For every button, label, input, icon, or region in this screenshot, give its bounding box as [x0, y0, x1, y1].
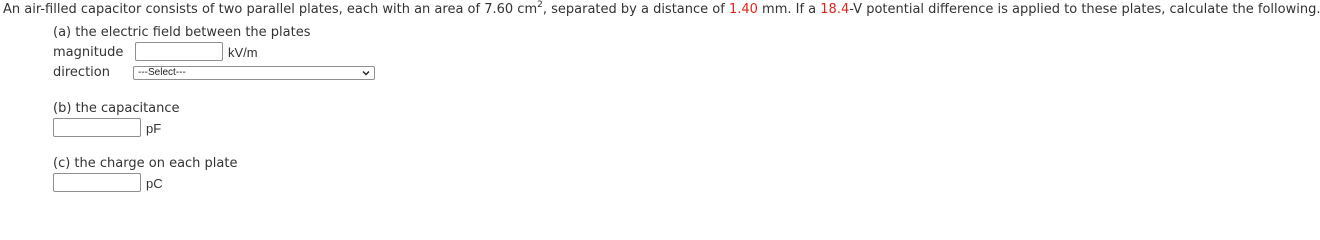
problem-text-1: An air-filled capacitor consists of two parallel plates, each with an area of 7.60 cm: [3, 2, 538, 17]
area-exponent: 2: [537, 0, 543, 10]
magnitude-input[interactable]: [135, 42, 223, 61]
problem-text-3: mm. If a: [757, 2, 821, 17]
voltage-value: 18.4: [820, 2, 850, 17]
problem-statement: [3, 2, 1320, 18]
magnitude-label: magnitude: [53, 45, 124, 60]
part-c-heading: (c) the charge on each plate: [53, 156, 238, 171]
charge-input[interactable]: [53, 173, 141, 192]
magnitude-unit: kV/m: [228, 45, 258, 60]
problem-text-4: -V potential difference is applied to these plates, calculate the following.: [849, 2, 1320, 17]
direction-selected-value: ---Select---: [138, 67, 186, 78]
direction-label: direction: [53, 65, 110, 80]
problem-text-2: , separated by a distance of: [542, 2, 729, 17]
direction-select[interactable]: [133, 66, 375, 80]
chevron-down-icon: [362, 69, 370, 77]
capacitance-input[interactable]: [53, 118, 141, 137]
part-b-heading: (b) the capacitance: [53, 101, 180, 116]
distance-value: 1.40: [728, 2, 758, 17]
capacitance-unit: pF: [146, 121, 162, 136]
part-a-heading: (a) the electric field between the plates: [53, 25, 311, 40]
charge-unit: pC: [146, 176, 163, 191]
